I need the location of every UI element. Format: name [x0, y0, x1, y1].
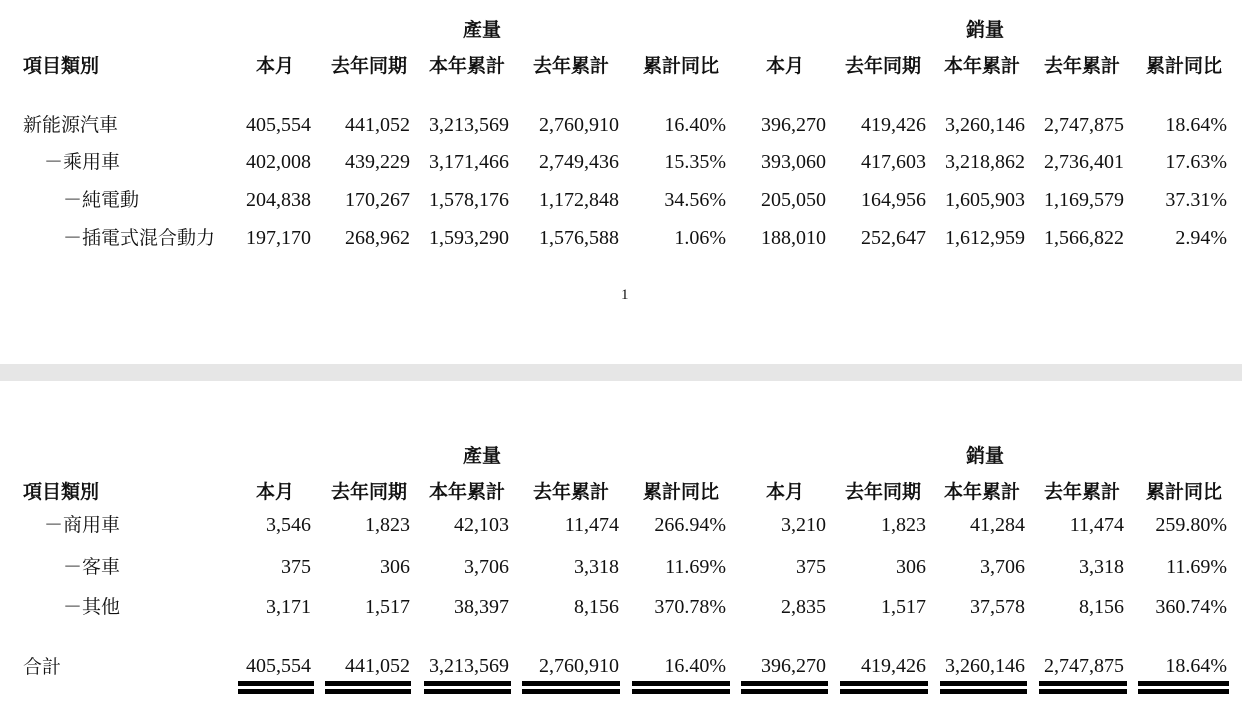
table-cell: 42,103: [454, 514, 509, 536]
table-cell: 252,647: [861, 227, 926, 249]
row-label: －插電式混合動力: [63, 227, 216, 249]
double-underline: [238, 681, 314, 694]
col-header-sales-prev-period: 去年同期: [845, 481, 922, 503]
table-cell: 306: [896, 556, 926, 578]
table-cell: 11,474: [1069, 514, 1124, 536]
table-cell: 3,318: [574, 556, 619, 578]
col-header-sales-ytd: 本年累計: [944, 481, 1021, 503]
sales-group-header: 銷量: [966, 19, 1005, 41]
table-cell: 419,426: [861, 114, 926, 136]
table-cell: 3,706: [980, 556, 1025, 578]
table-cell: 2,749,436: [539, 151, 619, 173]
page-number: 1: [621, 287, 629, 303]
col-header-prod-ytd: 本年累計: [429, 481, 506, 503]
table-cell: 393,060: [761, 151, 826, 173]
table-cell: 1,593,290: [429, 227, 509, 249]
table-cell: 370.78%: [654, 596, 726, 618]
row-label: －純電動: [63, 189, 140, 211]
col-header-sales-prev-period: 去年同期: [845, 55, 922, 77]
row-label: －乘用車: [44, 151, 121, 173]
double-underline: [1138, 681, 1229, 694]
table-cell: 1,823: [365, 514, 410, 536]
table-cell: 164,956: [861, 189, 926, 211]
double-underline: [632, 681, 730, 694]
table-cell: 204,838: [246, 189, 311, 211]
table-cell: 2,760,910: [539, 114, 619, 136]
table-cell: 259.80%: [1155, 514, 1227, 536]
table-cell: 1,823: [881, 514, 926, 536]
table-cell: 11.69%: [665, 556, 726, 578]
table-cell: 3,213,569: [429, 114, 509, 136]
double-underline: [522, 681, 620, 694]
table-cell: 1,576,588: [539, 227, 619, 249]
table-cell: 375: [796, 556, 826, 578]
row-label: －客車: [63, 556, 121, 578]
table-cell: 3,706: [464, 556, 509, 578]
table-cell: 1,517: [881, 596, 926, 618]
col-header-sales-prev-ytd: 去年累計: [1044, 55, 1121, 77]
table-cell: 2.94%: [1175, 227, 1227, 249]
double-underline: [424, 681, 511, 694]
table-cell: 3,171,466: [429, 151, 509, 173]
table-cell: 417,603: [861, 151, 926, 173]
table-cell: 2,747,875: [1044, 114, 1124, 136]
row-label: 新能源汽車: [23, 114, 119, 136]
row-label: －商用車: [44, 514, 121, 536]
table-cell: 3,218,862: [945, 151, 1025, 173]
table-cell: 41,284: [970, 514, 1025, 536]
table-cell: 419,426: [861, 655, 926, 677]
table-cell: 441,052: [345, 655, 410, 677]
table-cell: 205,050: [761, 189, 826, 211]
document-page-2: [0, 381, 1242, 705]
table-cell: 439,229: [345, 151, 410, 173]
table-cell: 3,546: [266, 514, 311, 536]
table-cell: 2,747,875: [1044, 655, 1124, 677]
table-cell: 170,267: [345, 189, 410, 211]
table-cell: 3,260,146: [945, 655, 1025, 677]
total-label: 合計: [23, 656, 62, 678]
table-cell: 3,171: [266, 596, 311, 618]
table-cell: 8,156: [1079, 596, 1124, 618]
col-header-prod-month: 本月: [256, 481, 295, 503]
production-group-header: 產量: [463, 445, 502, 467]
table-cell: 1,612,959: [945, 227, 1025, 249]
col-header-prod-ytd: 本年累計: [429, 55, 506, 77]
col-header-prod-prev-ytd: 去年累計: [533, 481, 610, 503]
table-cell: 2,760,910: [539, 655, 619, 677]
table-cell: 1,578,176: [429, 189, 509, 211]
table-cell: 396,270: [761, 114, 826, 136]
table-cell: 188,010: [761, 227, 826, 249]
table-cell: 197,170: [246, 227, 311, 249]
col-header-sales-ytd: 本年累計: [944, 55, 1021, 77]
table-cell: 37,578: [970, 596, 1025, 618]
table-cell: 38,397: [454, 596, 509, 618]
col-header-sales-month: 本月: [766, 481, 805, 503]
table-cell: 8,156: [574, 596, 619, 618]
table-cell: 17.63%: [1165, 151, 1227, 173]
col-header-sales-yoy: 累計同比: [1146, 481, 1223, 503]
table-cell: 3,318: [1079, 556, 1124, 578]
table-cell: 3,213,569: [429, 655, 509, 677]
double-underline: [940, 681, 1027, 694]
table-cell: 16.40%: [664, 114, 726, 136]
table-cell: 1,517: [365, 596, 410, 618]
table-cell: 268,962: [345, 227, 410, 249]
table-cell: 11.69%: [1166, 556, 1227, 578]
table-cell: 405,554: [246, 114, 311, 136]
col-header-prod-month: 本月: [256, 55, 295, 77]
col-header-prod-prev-period: 去年同期: [331, 481, 408, 503]
double-underline: [1039, 681, 1127, 694]
col-header-sales-month: 本月: [766, 55, 805, 77]
table-cell: 3,210: [781, 514, 826, 536]
table-cell: 1.06%: [674, 227, 726, 249]
table-cell: 18.64%: [1165, 655, 1227, 677]
table-cell: 266.94%: [654, 514, 726, 536]
table-cell: 2,736,401: [1044, 151, 1124, 173]
double-underline: [840, 681, 928, 694]
col-header-sales-prev-ytd: 去年累計: [1044, 481, 1121, 503]
table-cell: 1,566,822: [1044, 227, 1124, 249]
col-header-prod-prev-period: 去年同期: [331, 55, 408, 77]
table-cell: 360.74%: [1155, 596, 1227, 618]
page-separator: [0, 364, 1242, 381]
table-cell: 15.35%: [664, 151, 726, 173]
table-cell: 1,605,903: [945, 189, 1025, 211]
category-header: 項目類別: [23, 55, 100, 77]
row-label: －其他: [63, 596, 121, 618]
table-cell: 441,052: [345, 114, 410, 136]
table-cell: 34.56%: [664, 189, 726, 211]
category-header: 項目類別: [23, 481, 100, 503]
table-cell: 306: [380, 556, 410, 578]
double-underline: [325, 681, 411, 694]
table-cell: 375: [281, 556, 311, 578]
production-group-header: 產量: [463, 19, 502, 41]
sales-group-header: 銷量: [966, 445, 1005, 467]
table-cell: 3,260,146: [945, 114, 1025, 136]
col-header-prod-yoy: 累計同比: [643, 55, 720, 77]
table-cell: 2,835: [781, 596, 826, 618]
col-header-prod-yoy: 累計同比: [643, 481, 720, 503]
double-underline: [741, 681, 828, 694]
table-cell: 1,169,579: [1044, 189, 1124, 211]
table-cell: 16.40%: [664, 655, 726, 677]
col-header-prod-prev-ytd: 去年累計: [533, 55, 610, 77]
table-cell: 1,172,848: [539, 189, 619, 211]
table-cell: 396,270: [761, 655, 826, 677]
table-cell: 11,474: [564, 514, 619, 536]
table-cell: 402,008: [246, 151, 311, 173]
table-cell: 37.31%: [1165, 189, 1227, 211]
table-cell: 405,554: [246, 655, 311, 677]
table-cell: 18.64%: [1165, 114, 1227, 136]
col-header-sales-yoy: 累計同比: [1146, 55, 1223, 77]
